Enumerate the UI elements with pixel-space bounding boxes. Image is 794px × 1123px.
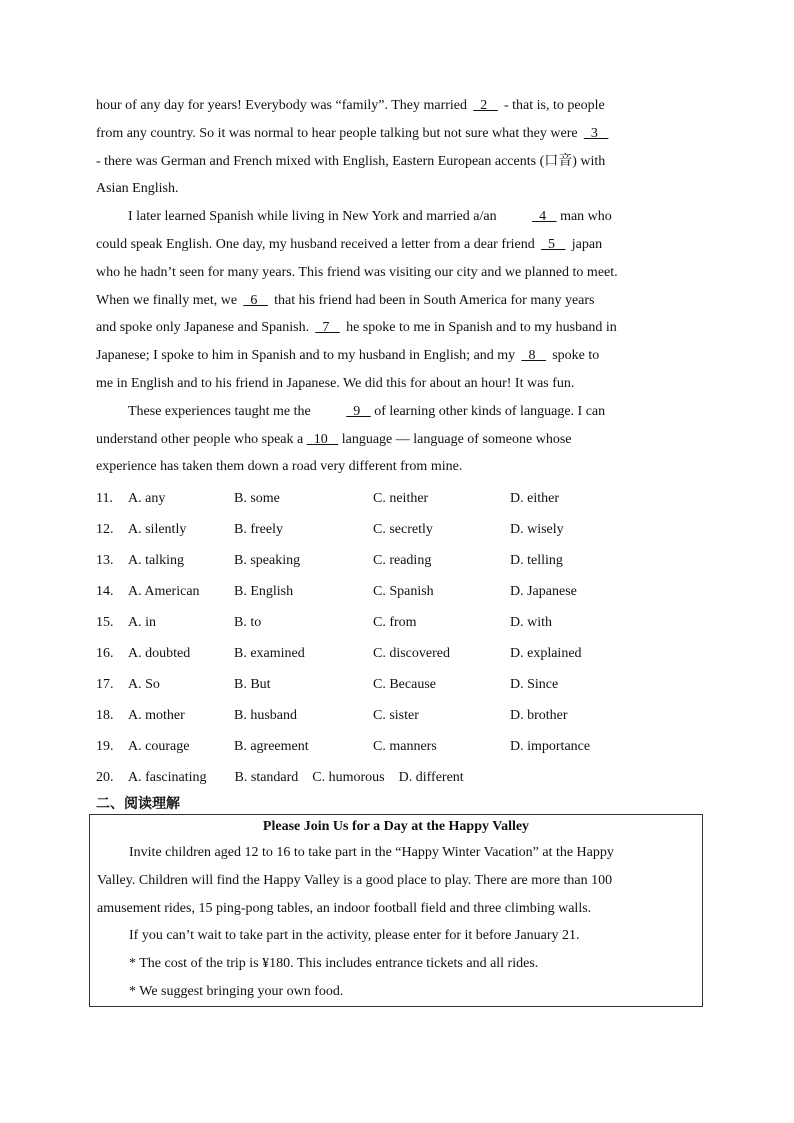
question-row bbox=[96, 576, 698, 607]
passage-line bbox=[96, 148, 698, 176]
option-d[interactable]: D. either bbox=[510, 490, 559, 506]
option-c[interactable]: C. reading bbox=[373, 552, 432, 568]
passage-line bbox=[96, 259, 698, 287]
answer-blank: 5 bbox=[541, 236, 566, 252]
question-number: 14. bbox=[96, 583, 114, 599]
answer-blank: 9 bbox=[346, 403, 371, 419]
option-b[interactable]: B. to bbox=[234, 614, 262, 630]
passage-text: and spoke only Japanese and Spanish. bbox=[96, 320, 313, 336]
question-number: 13. bbox=[96, 552, 114, 568]
passage-line bbox=[96, 426, 698, 454]
question-number: 18. bbox=[96, 707, 114, 723]
passage-text: me in English and to his friend in Japanese. We did this for about an hour! It was fun. bbox=[96, 375, 575, 391]
option-a[interactable]: A. any bbox=[128, 490, 166, 506]
option-d[interactable]: D. importance bbox=[510, 738, 591, 754]
option-c[interactable]: C. discovered bbox=[373, 645, 450, 661]
passage-text: that his friend had been in South America for many years bbox=[270, 292, 595, 308]
option-d[interactable]: D. Since bbox=[510, 676, 559, 692]
question-row bbox=[96, 514, 698, 545]
option-c[interactable]: C. Spanish bbox=[373, 583, 434, 599]
passage-text: spoke to bbox=[548, 348, 600, 364]
option-b[interactable]: B. agreement bbox=[234, 738, 309, 754]
notice-title: Please Join Us for a Day at the Happy Valley bbox=[262, 819, 530, 834]
question-row bbox=[96, 483, 698, 514]
notice-body bbox=[90, 839, 702, 1006]
option-b[interactable]: B. speaking bbox=[234, 552, 301, 568]
passage-line bbox=[96, 453, 698, 481]
question-row bbox=[96, 669, 698, 700]
question-number: 17. bbox=[96, 676, 114, 692]
question-number: 11. bbox=[96, 490, 113, 506]
option-d[interactable]: D. wisely bbox=[510, 521, 564, 537]
option-c[interactable]: C. from bbox=[373, 614, 417, 630]
cloze-passage bbox=[96, 92, 698, 481]
option-c[interactable]: C. secretly bbox=[373, 521, 433, 537]
passage-text: I later learned Spanish while living in New York and married a/an bbox=[128, 209, 501, 225]
passage-text: man who bbox=[556, 209, 612, 225]
passage-text: from any country. So it was normal to hear people talking but not sure what they were bbox=[96, 125, 582, 141]
option-a[interactable]: A. in bbox=[128, 614, 156, 630]
option-b[interactable]: B. freely bbox=[234, 521, 283, 537]
passage-text: he spoke to me in Spanish and to my husband in bbox=[342, 320, 617, 336]
passage-text: hour of any day for years! Everybody was “family”. They married bbox=[96, 98, 471, 113]
question-list bbox=[96, 483, 698, 793]
passage-line bbox=[96, 287, 698, 315]
passage-line bbox=[96, 314, 698, 342]
option-d[interactable]: D. brother bbox=[510, 707, 568, 723]
notice-box bbox=[89, 814, 703, 1007]
question-number: 16. bbox=[96, 645, 114, 661]
option-c[interactable]: C. Because bbox=[373, 676, 436, 692]
answer-blank: 8 bbox=[521, 348, 546, 364]
option-a[interactable]: A. silently bbox=[128, 521, 187, 537]
option-b[interactable]: B. husband bbox=[234, 707, 297, 723]
passage-line bbox=[96, 203, 698, 231]
passage-line bbox=[96, 120, 698, 148]
passage-line bbox=[96, 231, 698, 259]
passage-text: understand other people who speak a bbox=[96, 431, 307, 447]
question-row bbox=[96, 545, 698, 576]
notice-line: Valley. Children will find the Happy Valley is a good place to play. There are more than 100 bbox=[97, 872, 613, 888]
document-page bbox=[96, 92, 698, 815]
option-a[interactable]: A. So bbox=[128, 676, 160, 692]
question-row bbox=[96, 607, 698, 638]
option-b[interactable]: B. But bbox=[234, 676, 271, 692]
answer-blank: 10 bbox=[306, 431, 339, 447]
question-number: 15. bbox=[96, 614, 114, 630]
passage-line bbox=[96, 398, 698, 426]
notice-line: If you can’t wait to take part in the activity, please enter for it before January 21. bbox=[129, 928, 580, 944]
answer-blank: 4 bbox=[532, 209, 557, 225]
option-c[interactable]: C. humorous bbox=[312, 769, 385, 785]
passage-text: Japanese; I spoke to him in Spanish and to my husband in English; and my bbox=[96, 348, 519, 364]
answer-blank: 6 bbox=[243, 292, 268, 308]
passage-text: of learning other kinds of language. I can bbox=[370, 403, 606, 419]
passage-text: language — language of someone whose bbox=[338, 431, 572, 447]
option-c[interactable]: C. neither bbox=[373, 490, 429, 506]
passage-line bbox=[96, 175, 698, 203]
option-a[interactable]: A. fascinating bbox=[128, 769, 207, 785]
option-b[interactable]: B. some bbox=[234, 490, 280, 506]
option-b[interactable]: B. standard bbox=[234, 769, 299, 785]
question-row bbox=[96, 731, 698, 762]
question-number: 12. bbox=[96, 521, 114, 537]
question-row bbox=[96, 762, 698, 793]
answer-blank: 7 bbox=[315, 320, 340, 336]
option-a[interactable]: A. American bbox=[128, 583, 200, 599]
option-a[interactable]: A. mother bbox=[128, 707, 185, 723]
passage-text: Asian English. bbox=[96, 181, 179, 197]
passage-line bbox=[96, 370, 698, 398]
passage-text: - there was German and French mixed with English, Eastern European accents (口音) with bbox=[96, 153, 606, 169]
option-d[interactable]: D. telling bbox=[510, 552, 563, 568]
option-d[interactable]: D. with bbox=[510, 614, 552, 630]
option-c[interactable]: C. manners bbox=[373, 738, 437, 754]
option-a[interactable]: A. courage bbox=[128, 738, 190, 754]
option-d[interactable]: D. different bbox=[398, 769, 464, 785]
option-a[interactable]: A. talking bbox=[128, 552, 184, 568]
answer-blank: 3 bbox=[583, 125, 609, 141]
question-row bbox=[96, 700, 698, 731]
question-row bbox=[96, 638, 698, 669]
option-d[interactable]: D. explained bbox=[510, 645, 582, 661]
option-a[interactable]: A. doubted bbox=[128, 645, 191, 661]
passage-line bbox=[96, 92, 698, 120]
question-number: 19. bbox=[96, 738, 114, 754]
passage-text: - that is, to people bbox=[500, 98, 605, 113]
notice-line: Invite children aged 12 to 16 to take part in the “Happy Winter Vacation” at the Happy bbox=[129, 845, 614, 860]
option-b[interactable]: B. English bbox=[234, 583, 294, 599]
notice-line: amusement rides, 15 ping-pong tables, an indoor football field and three climbing walls. bbox=[97, 900, 592, 916]
passage-line bbox=[96, 342, 698, 370]
notice-line: * The cost of the trip is ¥180. This includes entrance tickets and all rides. bbox=[129, 956, 539, 972]
passage-text: When we finally met, we bbox=[96, 292, 241, 308]
answer-blank: 2 bbox=[473, 98, 498, 113]
option-b[interactable]: B. examined bbox=[234, 645, 305, 661]
section-heading: 二、阅读理解 bbox=[96, 796, 180, 813]
option-d[interactable]: D. Japanese bbox=[510, 583, 577, 599]
option-c[interactable]: C. sister bbox=[373, 707, 419, 723]
question-number: 20. bbox=[96, 769, 114, 785]
notice-line: * We suggest bringing your own food. bbox=[129, 983, 344, 999]
passage-text: These experiences taught me the bbox=[128, 403, 315, 419]
passage-text: could speak English. One day, my husband received a letter from a dear friend bbox=[96, 236, 539, 252]
passage-text: japan bbox=[568, 236, 603, 252]
passage-text: experience has taken them down a road very different from mine. bbox=[96, 459, 463, 475]
passage-text: who he hadn’t seen for many years. This friend was visiting our city and we planned to meet. bbox=[96, 264, 618, 280]
